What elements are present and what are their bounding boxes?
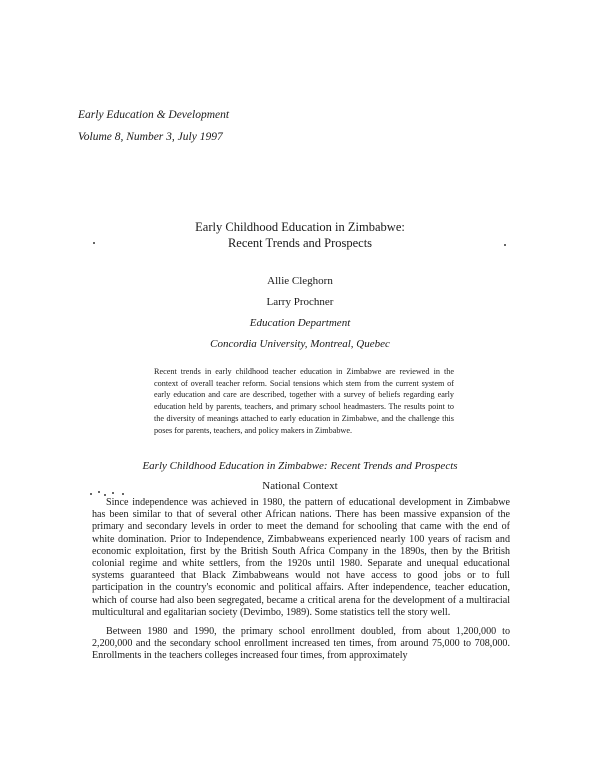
journal-volume: Volume 8, Number 3, July 1997 [78,131,223,143]
abstract: Recent trends in early childhood teacher education in Zimbabwe are reviewed in the context of overall teacher reform. Social tensions which stem from the current system of early education and care are described, together with a survey of beliefs regarding early education held by parents, teachers, and primary school headmasters. The results point to the diversity of meanings attached to early education in Zimbabwe, and the challenge this poses for parents, teachers, and policy makers in Zimbabwe. [154,367,454,435]
scan-speck [98,491,100,493]
author-2: Larry Prochner [266,296,334,308]
scan-speck [122,493,124,495]
scan-speck [93,242,95,244]
scan-speck [104,494,106,496]
author-block [0,271,600,355]
department: Education Department [249,317,351,329]
scan-speck [504,244,506,246]
affiliation: Concordia University, Montreal, Quebec [210,338,390,350]
paragraph-2: Between 1980 and 1990, the primary school enrollment doubled, from about 1,200,000 to 2,200,000 and the secondary school enrollment increased ten times, from around 75,000 to 708,000. Enrollments in the teachers colleges increased four times, from approximately [92,626,510,662]
journal-name: Early Education & Development [78,109,230,121]
running-head: Early Childhood Education in Zimbabwe: Recent Trends and Prospects [142,460,458,472]
journal-header [78,104,229,148]
author-1: Allie Cleghorn [267,275,333,287]
section-heading: National Context [262,480,338,492]
scan-speck [90,493,92,495]
scan-speck [112,492,114,494]
title-line-2: Recent Trends and Prospects [227,236,373,250]
article-title [0,219,600,251]
paragraph-1: Since independence was achieved in 1980, the pattern of educational development in Zimbabwe has been similar to that of several other African nations. There has been massive expansion of the primary and secondary levels in order to meet the demand for schooling that came with the end of white domination. Prior to Independence, Zimbabweans experienced nearly 100 years of racism and economic exploitation, first by the British South Africa Company in the 1890s, then by the British colonial regime and white settlers, from the 1920s until 1980. Separate and unequal educational systems guaranteed that Black Zimbabweans would not have access to good jobs or to full participation in the country's economic and political affairs. After independence, teacher education, which of course had also been segregated, became a critical arena for the development of a multiracial multicultural and egalitarian society (Devimbo, 1989). Some statistics tell the story well. [92,497,510,618]
title-line-1: Early Childhood Education in Zimbabwe: [195,220,405,234]
body-text [92,497,510,670]
